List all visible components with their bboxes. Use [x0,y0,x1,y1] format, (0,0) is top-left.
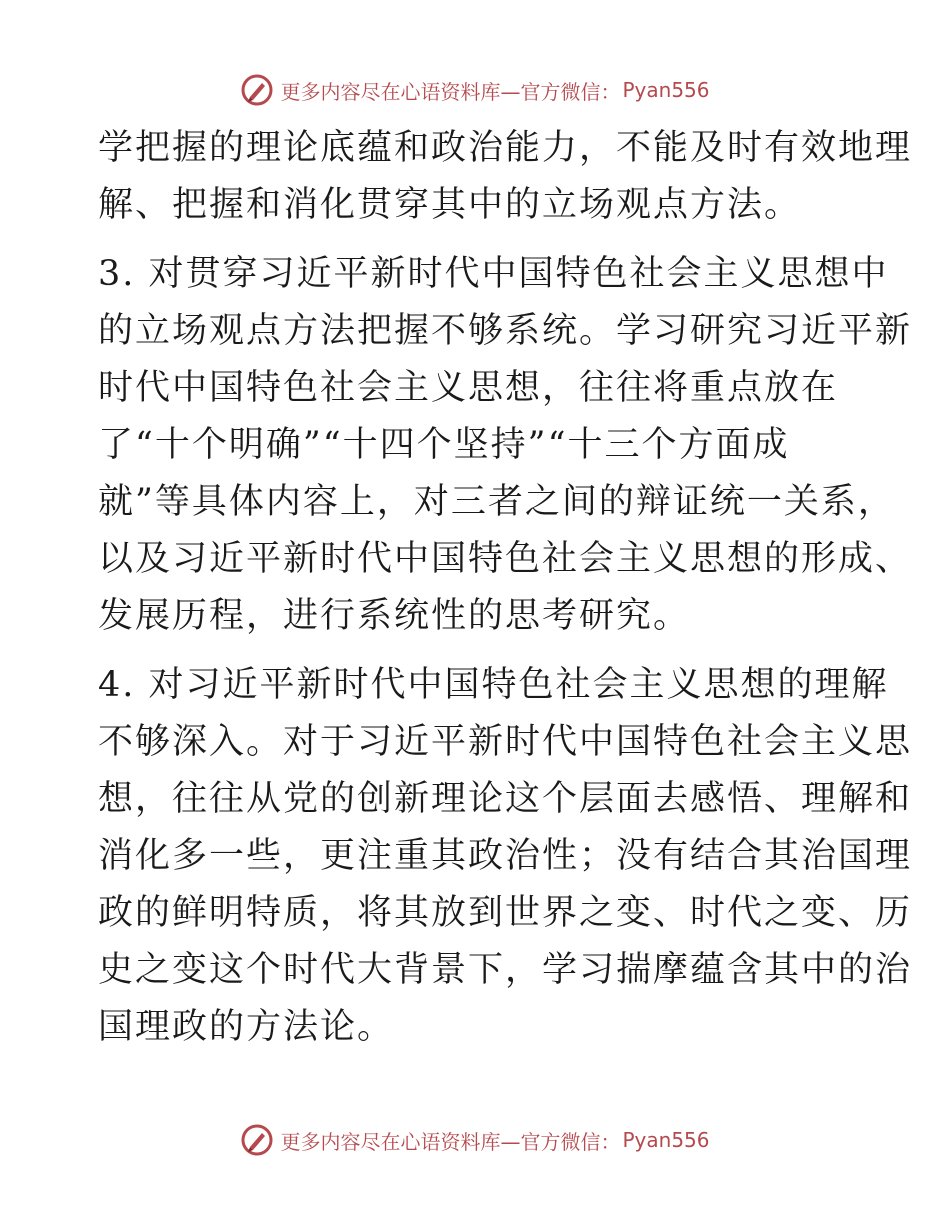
text-line: 政的鲜明特质，将其放到世界之变、时代之变、历 [98,893,913,933]
text-line: 3. 对贯穿习近平新时代中国特色社会主义思想中 [98,254,889,294]
header-watermark [0,70,950,110]
pen-logo-icon [240,1123,274,1157]
paragraph-2 [98,246,913,645]
footer-watermark [0,1120,950,1160]
text-line: 发展历程，进行系统性的思考研究。 [98,596,691,636]
text-line: 国理政的方法论。 [98,1007,395,1047]
pen-logo-icon [240,73,274,107]
text-line: 解、把握和消化贯穿其中的立场观点方法。 [98,185,802,225]
text-line: 4. 对习近平新时代中国特色社会主义思想的理解 [98,665,889,705]
text-line: 想，往往从党的创新理论这个层面去感悟、理解和 [98,779,913,819]
text-line: 史之变这个时代大背景下，学习揣摩蕴含其中的治 [98,950,913,990]
wechat-id: Pyan556 [622,1128,710,1152]
paragraph-1 [98,120,913,234]
text-line: 消化多一些，更注重其政治性；没有结合其治国理 [98,836,913,876]
watermark-text: 更多内容尽在心语资料库—官方微信： [280,1129,621,1154]
text-line: 学把握的理论底蕴和政治能力，不能及时有效地理 [98,128,913,168]
paragraph-3 [98,657,913,1056]
text-line: 时代中国特色社会主义思想，往往将重点放在 [98,368,839,408]
text-line: 不够深入。对于习近平新时代中国特色社会主义思 [98,722,913,762]
text-line: 就”等具体内容上，对三者之间的辩证统一关系， [98,482,895,522]
wechat-id: Pyan556 [622,78,710,102]
text-line: 以及习近平新时代中国特色社会主义思想的形成、 [98,539,913,579]
text-line: 了“十个明确”“十四个坚持”“十三个方面成 [98,425,790,465]
document-body [98,120,913,1056]
text-line: 的立场观点方法把握不够系统。学习研究习近平新 [98,311,913,351]
watermark-text: 更多内容尽在心语资料库—官方微信： [280,79,621,104]
